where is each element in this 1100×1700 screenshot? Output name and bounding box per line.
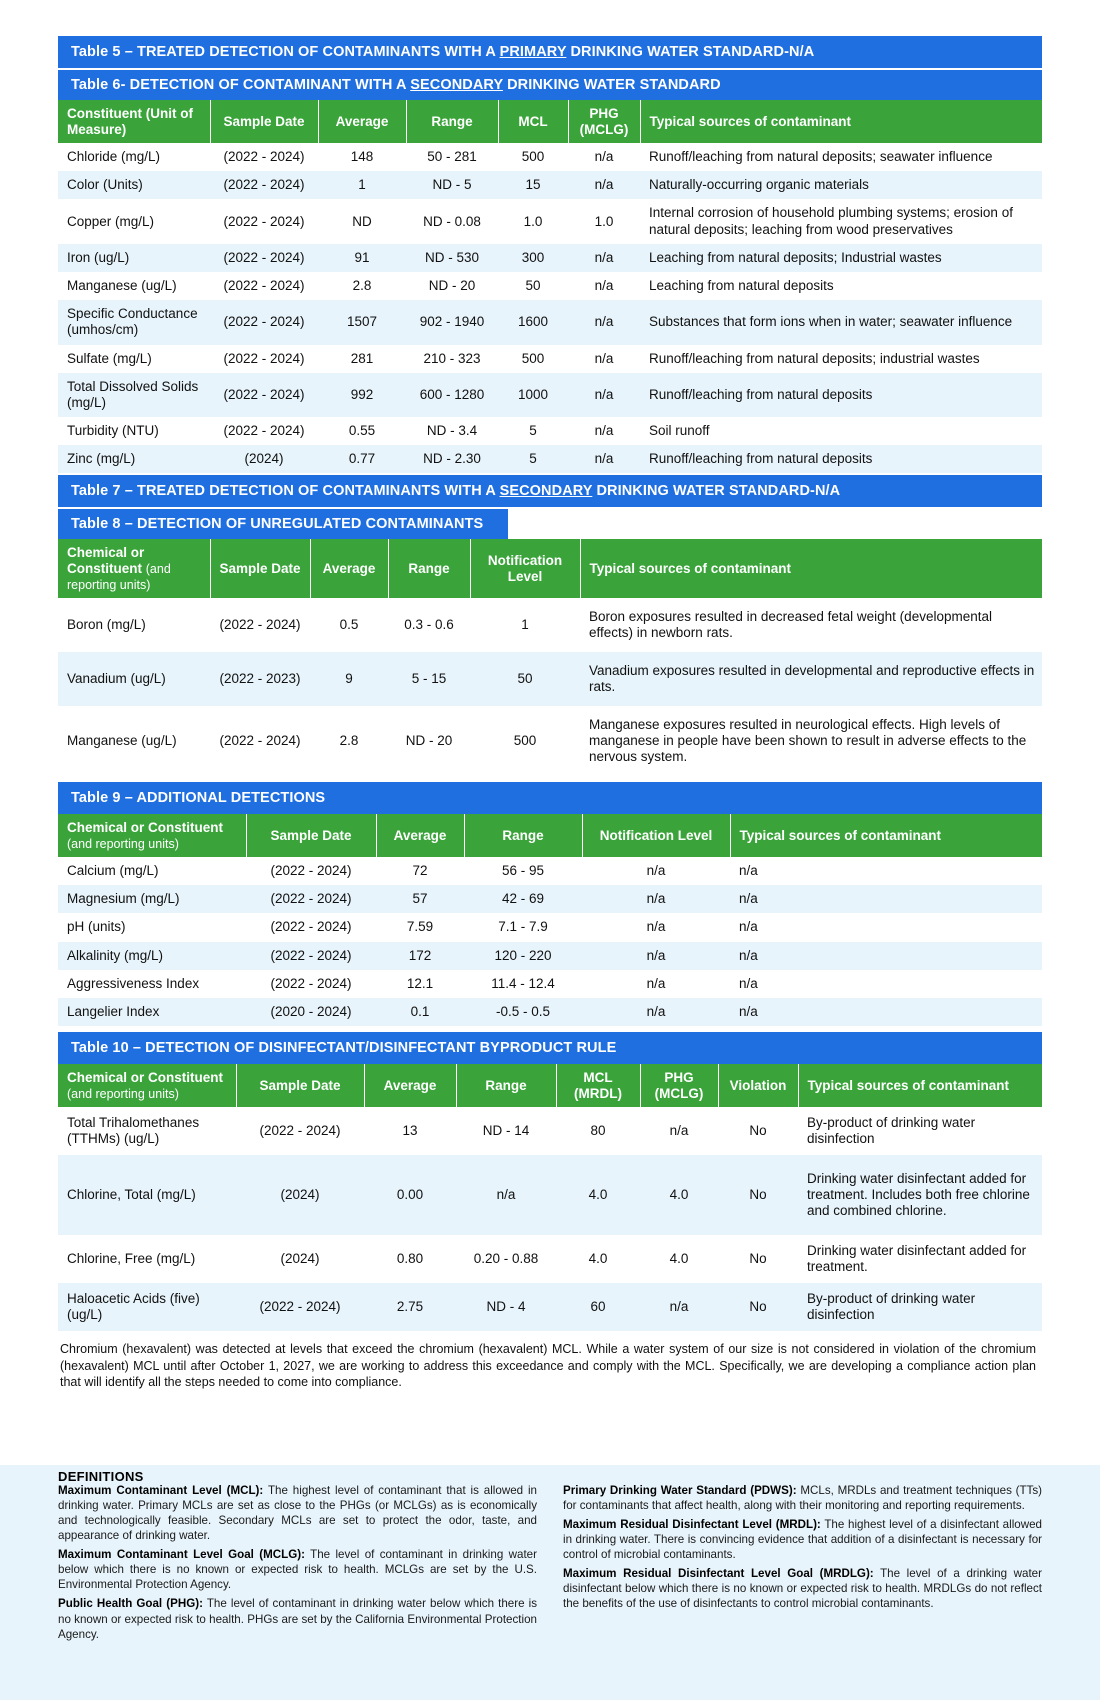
table-10-body bbox=[58, 1107, 1042, 1331]
cell-notification-level: n/a bbox=[646, 919, 666, 935]
cell-range: ND - 0.08 bbox=[423, 213, 481, 229]
cell-constituent: Turbidity (NTU) bbox=[67, 423, 159, 439]
table-row bbox=[58, 857, 1042, 885]
cell-constituent: Vanadium (ug/L) bbox=[67, 670, 166, 686]
banner-table-7-post: DRINKING WATER STANDARD-N/A bbox=[592, 483, 841, 500]
definition-pdws-term: Primary Drinking Water Standard (PDWS): bbox=[563, 1484, 797, 1497]
table-row bbox=[58, 706, 1042, 776]
banner-table-5-pre: Table 5 – TREATED DETECTION OF CONTAMINANTS WITH A bbox=[71, 44, 500, 60]
cell-average: 281 bbox=[350, 350, 374, 366]
cell-sources: Drinking water disinfectant added for treatment. bbox=[807, 1243, 1027, 1275]
banner-table-5-underline: PRIMARY bbox=[499, 44, 567, 60]
cell-range: 5 - 15 bbox=[411, 670, 447, 686]
cell-average: 0.5 bbox=[339, 616, 359, 632]
cell-constituent: Specific Conductance (umhos/cm) bbox=[67, 306, 198, 338]
cell-sample-date: (2022 - 2024) bbox=[223, 177, 305, 193]
cell-constituent: Aggressiveness Index bbox=[67, 975, 200, 991]
cell-range: ND - 20 bbox=[428, 277, 476, 293]
cell-range: ND - 530 bbox=[424, 249, 480, 265]
definition-pdws-text: MCLs, MRDLs and treatment techniques (TTs) for contaminants that affect health, along with their monitoring and reporting requirements. bbox=[563, 1484, 1043, 1513]
banner-table-7-pre: Table 7 – TREATED DETECTION OF CONTAMINANTS WITH A bbox=[71, 483, 500, 500]
cell-phg: n/a bbox=[594, 451, 614, 467]
cell-constituent: Total Trihalomethanes (TTHMs) (ug/L) bbox=[67, 1115, 200, 1147]
cell-mcl-mrdl: 4.0 bbox=[588, 1187, 608, 1203]
cell-range: 56 - 95 bbox=[501, 863, 545, 879]
cell-range: 600 - 1280 bbox=[419, 386, 485, 402]
table-9-col-constituent bbox=[58, 814, 246, 857]
table-row bbox=[58, 445, 1042, 473]
cell-notification-level: n/a bbox=[646, 947, 666, 963]
cell-range: -0.5 - 0.5 bbox=[495, 1003, 551, 1019]
cell-sample-date: (2022 - 2024) bbox=[219, 616, 301, 632]
cell-range: n/a bbox=[496, 1187, 516, 1203]
definition-pdws bbox=[563, 1483, 1042, 1513]
cell-notification-level: 500 bbox=[513, 732, 537, 748]
table-9-col-constituent-sub: (and reporting units) bbox=[67, 836, 179, 851]
cell-sources: Leaching from natural deposits; Industrial wastes bbox=[649, 249, 942, 265]
cell-notification-level: n/a bbox=[646, 863, 666, 879]
cell-constituent: Magnesium (mg/L) bbox=[67, 891, 180, 907]
table-9-col-notification-level: Notification Level bbox=[582, 814, 730, 857]
cell-constituent: Manganese (ug/L) bbox=[67, 277, 177, 293]
definition-mrdlg-text: The level of a drinking water disinfectant below which there is no known or expected risk to health. MRDLGs do not reflect the benefits of the use of disinfectants to control microbial contaminants. bbox=[563, 1567, 1042, 1611]
table-10-col-sources: Typical sources of contaminant bbox=[798, 1064, 1042, 1107]
definitions-left-column bbox=[58, 1483, 537, 1646]
table-row bbox=[58, 652, 1042, 706]
definition-mrdl-term: Maximum Residual Disinfectant Level (MRDL): bbox=[563, 1518, 821, 1532]
cell-range: ND - 5 bbox=[432, 177, 472, 193]
cell-phg-mclg: n/a bbox=[669, 1123, 689, 1139]
cell-sources: Vanadium exposures resulted in developmental and reproductive effects in rats. bbox=[589, 662, 1035, 695]
definition-mrdl bbox=[563, 1517, 1042, 1562]
cell-phg-mclg: n/a bbox=[669, 1299, 689, 1315]
cell-constituent: Chlorine, Free (mg/L) bbox=[67, 1251, 196, 1267]
cell-sources: n/a bbox=[739, 947, 758, 963]
cell-average: 9 bbox=[345, 670, 353, 686]
definition-mcl-term: Maximum Contaminant Level (MCL): bbox=[58, 1484, 264, 1497]
cell-average: 1 bbox=[358, 177, 366, 193]
table-6-col-constituent: Constituent (Unit of Measure) bbox=[58, 100, 210, 143]
table-row bbox=[58, 373, 1042, 417]
cell-average: 992 bbox=[350, 386, 374, 402]
cell-sources: n/a bbox=[739, 1003, 758, 1019]
cell-phg: n/a bbox=[594, 350, 614, 366]
table-10-col-sample-date: Sample Date bbox=[236, 1064, 364, 1107]
banner-table-9-label: Table 9 – ADDITIONAL DETECTIONS bbox=[71, 790, 326, 807]
cell-sample-date: (2022 - 2024) bbox=[223, 149, 305, 165]
cell-sample-date: (2022 - 2024) bbox=[223, 277, 305, 293]
cell-sample-date: (2022 - 2024) bbox=[223, 423, 305, 439]
cell-mcl: 15 bbox=[525, 177, 541, 193]
cell-sources: Manganese exposures resulted in neurological effects. High levels of manganese in people have been shown to result in adverse effects to the nervous system. bbox=[589, 716, 1027, 765]
cell-range: 42 - 69 bbox=[501, 891, 545, 907]
cell-constituent: Iron (ug/L) bbox=[67, 249, 130, 265]
banner-table-7-underline: SECONDARY bbox=[499, 483, 593, 500]
cell-sample-date: (2020 - 2024) bbox=[270, 1003, 352, 1019]
cell-range: 0.20 - 0.88 bbox=[473, 1251, 539, 1267]
cell-range: 120 - 220 bbox=[494, 947, 552, 963]
table-8-col-notification-level: Notification Level bbox=[470, 539, 580, 598]
cell-constituent: Boron (mg/L) bbox=[67, 616, 146, 632]
cell-average: 7.59 bbox=[406, 919, 434, 935]
cell-violation: No bbox=[749, 1187, 767, 1203]
cell-sources: Runoff/leaching from natural deposits bbox=[649, 386, 873, 402]
cell-average: 2.8 bbox=[339, 732, 359, 748]
cell-sources: Runoff/leaching from natural deposits; industrial wastes bbox=[649, 350, 980, 366]
table-6-col-range: Range bbox=[406, 100, 498, 143]
cell-mcl-mrdl: 80 bbox=[590, 1123, 606, 1139]
cell-sample-date: (2022 - 2024) bbox=[259, 1123, 341, 1139]
cell-range: 210 - 323 bbox=[423, 350, 481, 366]
table-row bbox=[58, 345, 1042, 373]
definition-mrdlg bbox=[563, 1566, 1042, 1611]
table-row bbox=[58, 143, 1042, 171]
cell-sources: Soil runoff bbox=[649, 423, 710, 439]
cell-average: 57 bbox=[412, 891, 428, 907]
cell-sources: n/a bbox=[739, 919, 758, 935]
table-8-col-sample-date: Sample Date bbox=[210, 539, 310, 598]
cell-notification-level: n/a bbox=[646, 1003, 666, 1019]
cell-sources: Drinking water disinfectant added for treatment. Includes both free chlorine and combined chlorine. bbox=[807, 1170, 1030, 1219]
definitions-section bbox=[0, 1465, 1100, 1700]
cell-average: 2.8 bbox=[352, 277, 372, 293]
banner-table-9 bbox=[58, 782, 1042, 814]
table-row bbox=[58, 913, 1042, 941]
table-9-col-average: Average bbox=[376, 814, 464, 857]
table-row bbox=[58, 171, 1042, 199]
cell-sample-date: (2022 - 2024) bbox=[270, 975, 352, 991]
cell-average: 148 bbox=[350, 149, 374, 165]
cell-sources: Boron exposures resulted in decreased fetal weight (developmental effects) in newborn rats. bbox=[589, 608, 992, 641]
table-row bbox=[58, 244, 1042, 272]
cell-mcl: 1000 bbox=[517, 386, 549, 402]
banner-table-10-label: Table 10 – DETECTION OF DISINFECTANT/DISINFECTANT BYPRODUCT RULE bbox=[71, 1040, 617, 1057]
cell-mcl: 50 bbox=[525, 277, 541, 293]
cell-average: 0.1 bbox=[410, 1003, 430, 1019]
table-6 bbox=[58, 100, 1042, 473]
table-6-col-average: Average bbox=[318, 100, 406, 143]
table-10-col-constituent-main: Chemical or Constituent bbox=[67, 1070, 224, 1086]
cell-mcl: 1.0 bbox=[523, 213, 543, 229]
cell-violation: No bbox=[749, 1123, 767, 1139]
cell-mcl: 5 bbox=[529, 451, 537, 467]
cell-sample-date: (2022 - 2024) bbox=[259, 1299, 341, 1315]
cell-range: 50 - 281 bbox=[427, 149, 477, 165]
cell-mcl: 500 bbox=[521, 350, 545, 366]
cell-sources: n/a bbox=[739, 975, 758, 991]
cell-average: 0.00 bbox=[396, 1187, 424, 1203]
definition-mcl-text: The highest level of contaminant that is allowed in drinking water. Primary MCLs are set as close to the PHGs (or MCLGs) as is economically and technologically feasible. Secondary MCLs are set to protect the odor, taste, and appearance of drinking water. bbox=[58, 1484, 537, 1543]
table-8 bbox=[58, 539, 1042, 776]
banner-table-6-pre: Table 6- DETECTION OF CONTAMINANT WITH A bbox=[71, 77, 411, 93]
report-content bbox=[58, 36, 1042, 1391]
cell-sample-date: (2022 - 2024) bbox=[270, 863, 352, 879]
cell-constituent: pH (units) bbox=[67, 919, 126, 935]
table-row bbox=[58, 272, 1042, 300]
cell-sample-date: (2022 - 2024) bbox=[223, 386, 305, 402]
table-9-col-sample-date: Sample Date bbox=[246, 814, 376, 857]
cell-notification-level: 1 bbox=[521, 616, 529, 632]
cell-constituent: Total Dissolved Solids (mg/L) bbox=[67, 378, 199, 410]
cell-mcl: 500 bbox=[521, 149, 545, 165]
table-row bbox=[58, 1283, 1042, 1331]
cell-mcl: 1600 bbox=[517, 314, 549, 330]
cell-range: ND - 3.4 bbox=[426, 423, 478, 439]
table-row bbox=[58, 998, 1042, 1026]
cell-phg: 1.0 bbox=[594, 213, 614, 229]
definition-mclg bbox=[58, 1547, 537, 1592]
cell-sample-date: (2022 - 2024) bbox=[223, 314, 305, 330]
table-6-col-sources: Typical sources of contaminant bbox=[640, 100, 1042, 143]
table-8-col-constituent bbox=[58, 539, 210, 598]
table-9-col-range: Range bbox=[464, 814, 582, 857]
cell-range: ND - 20 bbox=[405, 732, 453, 748]
cell-constituent: Haloacetic Acids (five) (ug/L) bbox=[67, 1291, 200, 1323]
cell-range: 7.1 - 7.9 bbox=[498, 919, 548, 935]
cell-range: 902 - 1940 bbox=[419, 314, 485, 330]
cell-constituent: Manganese (ug/L) bbox=[67, 732, 177, 748]
banner-table-6 bbox=[58, 70, 1042, 100]
table-row bbox=[58, 1235, 1042, 1283]
cell-phg-mclg: 4.0 bbox=[669, 1187, 689, 1203]
table-10-col-constituent-sub: (and reporting units) bbox=[67, 1086, 179, 1101]
cell-constituent: Copper (mg/L) bbox=[67, 213, 155, 229]
table-10-col-range: Range bbox=[456, 1064, 556, 1107]
cell-average: 172 bbox=[408, 947, 432, 963]
cell-phg: n/a bbox=[594, 249, 614, 265]
cell-range: ND - 14 bbox=[482, 1123, 530, 1139]
cell-phg: n/a bbox=[594, 386, 614, 402]
cell-sample-date: (2022 - 2024) bbox=[223, 213, 305, 229]
definition-mrdl-text: The highest level of a disinfectant allowed in drinking water. There is convincing evidence that addition of a disinfectant is necessary for control of microbial contaminants. bbox=[563, 1518, 1042, 1562]
banner-table-5-post: DRINKING WATER STANDARD-N/A bbox=[566, 44, 815, 60]
definition-phg bbox=[58, 1596, 537, 1641]
table-10-col-constituent bbox=[58, 1064, 236, 1107]
cell-phg: n/a bbox=[594, 423, 614, 439]
cell-sources: n/a bbox=[739, 863, 758, 879]
cell-phg: n/a bbox=[594, 149, 614, 165]
cell-average: 12.1 bbox=[406, 975, 434, 991]
cell-average: 13 bbox=[402, 1123, 418, 1139]
definition-mcl bbox=[58, 1483, 537, 1543]
cell-violation: No bbox=[749, 1251, 767, 1267]
definition-mclg-term: Maximum Contaminant Level Goal (MCLG): bbox=[58, 1548, 305, 1562]
cell-mcl: 5 bbox=[529, 423, 537, 439]
banner-table-8-label: Table 8 – DETECTION OF UNREGULATED CONTAMINANTS bbox=[71, 516, 484, 533]
table-row bbox=[58, 1155, 1042, 1235]
cell-phg: n/a bbox=[594, 177, 614, 193]
table-10-col-phg-mclg: PHG (MCLG) bbox=[640, 1064, 718, 1107]
table-row bbox=[58, 300, 1042, 344]
table-10-header-row bbox=[58, 1064, 1042, 1107]
cell-sources: By-product of drinking water disinfection bbox=[807, 1115, 976, 1147]
cell-constituent: Chlorine, Total (mg/L) bbox=[67, 1187, 196, 1203]
cell-mcl-mrdl: 60 bbox=[590, 1299, 606, 1315]
cell-constituent: Color (Units) bbox=[67, 177, 143, 193]
cell-sources: n/a bbox=[739, 891, 758, 907]
table-9 bbox=[58, 814, 1042, 1026]
cell-phg: n/a bbox=[594, 314, 614, 330]
cell-range: ND - 4 bbox=[486, 1299, 526, 1315]
cell-sample-date: (2022 - 2024) bbox=[270, 891, 352, 907]
table-row bbox=[58, 942, 1042, 970]
cell-constituent: Langelier Index bbox=[67, 1003, 160, 1019]
table-6-col-sample-date: Sample Date bbox=[210, 100, 318, 143]
cell-sources: By-product of drinking water disinfection bbox=[807, 1291, 976, 1323]
table-row bbox=[58, 598, 1042, 652]
table-9-header-row bbox=[58, 814, 1042, 857]
cell-average: 0.77 bbox=[348, 451, 376, 467]
definitions-title: DEFINITIONS bbox=[58, 1469, 144, 1484]
cell-average: 0.55 bbox=[348, 423, 376, 439]
cell-constituent: Chloride (mg/L) bbox=[67, 149, 161, 165]
cell-sources: Naturally-occurring organic materials bbox=[649, 177, 869, 193]
cell-constituent: Sulfate (mg/L) bbox=[67, 350, 152, 366]
cell-average: 72 bbox=[412, 863, 428, 879]
banner-table-7 bbox=[58, 475, 1042, 507]
definitions-right-column bbox=[563, 1483, 1042, 1646]
table-row bbox=[58, 199, 1042, 243]
cell-sample-date: (2022 - 2024) bbox=[270, 947, 352, 963]
table-row bbox=[58, 970, 1042, 998]
cell-range: ND - 2.30 bbox=[423, 451, 481, 467]
table-6-header-row bbox=[58, 100, 1042, 143]
table-8-col-sources: Typical sources of contaminant bbox=[580, 539, 1042, 598]
cell-phg: n/a bbox=[594, 277, 614, 293]
table-6-col-phg: PHG (MCLG) bbox=[568, 100, 640, 143]
banner-table-6-post: DRINKING WATER STANDARD bbox=[502, 77, 721, 93]
cell-sample-date: (2022 - 2023) bbox=[219, 670, 301, 686]
cell-notification-level: n/a bbox=[646, 975, 666, 991]
table-9-col-constituent-main: Chemical or Constituent bbox=[67, 820, 224, 836]
table-9-body bbox=[58, 857, 1042, 1026]
cell-sources: Internal corrosion of household plumbing systems; erosion of natural deposits; leaching from wood preservatives bbox=[649, 205, 1013, 237]
definition-phg-text: The level of contaminant in drinking water below which there is no known or expected risk to health. PHGs are set by the California Environmental Protection Agency. bbox=[58, 1597, 537, 1641]
cell-range: 11.4 - 12.4 bbox=[491, 975, 555, 991]
cell-sample-date: (2024) bbox=[280, 1187, 320, 1203]
table-8-col-range: Range bbox=[388, 539, 470, 598]
cell-average: 91 bbox=[354, 249, 370, 265]
cell-violation: No bbox=[749, 1299, 767, 1315]
table-10 bbox=[58, 1064, 1042, 1331]
cell-average: 1507 bbox=[346, 314, 378, 330]
table-8-body bbox=[58, 598, 1042, 776]
table-6-col-mcl: MCL bbox=[498, 100, 568, 143]
cell-sample-date: (2024) bbox=[244, 451, 284, 467]
cell-sample-date: (2022 - 2024) bbox=[223, 249, 305, 265]
cell-notification-level: n/a bbox=[646, 891, 666, 907]
table-10-col-average: Average bbox=[364, 1064, 456, 1107]
banner-table-5 bbox=[58, 36, 1042, 68]
table-8-col-constituent-sub: (and reporting units) bbox=[67, 561, 171, 592]
table-row bbox=[58, 1107, 1042, 1155]
cell-mcl-mrdl: 4.0 bbox=[588, 1251, 608, 1267]
cell-constituent: Zinc (mg/L) bbox=[67, 451, 136, 467]
cell-mcl: 300 bbox=[521, 249, 545, 265]
table-9-col-sources: Typical sources of contaminant bbox=[730, 814, 1042, 857]
table-6-body bbox=[58, 143, 1042, 473]
cell-sources: Runoff/leaching from natural deposits; seawater influence bbox=[649, 149, 993, 165]
banner-table-6-underline: SECONDARY bbox=[410, 77, 503, 93]
definition-mrdlg-term: Maximum Residual Disinfectant Level Goal (MRDLG): bbox=[563, 1567, 874, 1581]
banner-table-10 bbox=[58, 1032, 1042, 1064]
table-8-col-constituent-main: Chemical or Constituent bbox=[67, 545, 145, 576]
cell-sources: Leaching from natural deposits bbox=[649, 277, 834, 293]
table-row bbox=[58, 885, 1042, 913]
chromium-footnote: Chromium (hexavalent) was detected at levels that exceed the chromium (hexavalent) MCL. While a water system of our size is not considered in violation of the chromium (hexavalent) MCL until after October 1, 2027, we are working to address this exceedance and comply with the MCL. Specifically, we are developing a compliance action plan that will identify all the steps needed to come into compliance. bbox=[60, 1342, 1036, 1390]
cell-average: 2.75 bbox=[396, 1299, 424, 1315]
cell-sample-date: (2024) bbox=[280, 1251, 320, 1267]
cell-sources: Substances that form ions when in water; seawater influence bbox=[649, 314, 1013, 330]
table-8-header-row bbox=[58, 539, 1042, 598]
banner-table-8 bbox=[58, 509, 508, 539]
table-8-col-average: Average bbox=[310, 539, 388, 598]
table-row bbox=[58, 417, 1042, 445]
table-10-col-violation: Violation bbox=[718, 1064, 798, 1107]
cell-phg-mclg: 4.0 bbox=[669, 1251, 689, 1267]
cell-constituent: Calcium (mg/L) bbox=[67, 863, 159, 879]
cell-constituent: Alkalinity (mg/L) bbox=[67, 947, 164, 963]
definition-phg-term: Public Health Goal (PHG): bbox=[58, 1597, 203, 1611]
cell-sample-date: (2022 - 2024) bbox=[219, 732, 301, 748]
cell-sample-date: (2022 - 2024) bbox=[223, 350, 305, 366]
cell-notification-level: 50 bbox=[517, 670, 533, 686]
cell-range: 0.3 - 0.6 bbox=[404, 616, 454, 632]
definition-mclg-text: The level of contaminant in drinking water below which there is no known or expected risk to health. MCLGs are set by the U.S. Environmental Protection Agency. bbox=[58, 1548, 537, 1592]
cell-sample-date: (2022 - 2024) bbox=[270, 919, 352, 935]
cell-average: ND bbox=[352, 213, 372, 229]
cell-sources: Runoff/leaching from natural deposits bbox=[649, 451, 873, 467]
table-10-col-mcl-mrdl: MCL (MRDL) bbox=[556, 1064, 640, 1107]
cell-average: 0.80 bbox=[396, 1251, 424, 1267]
